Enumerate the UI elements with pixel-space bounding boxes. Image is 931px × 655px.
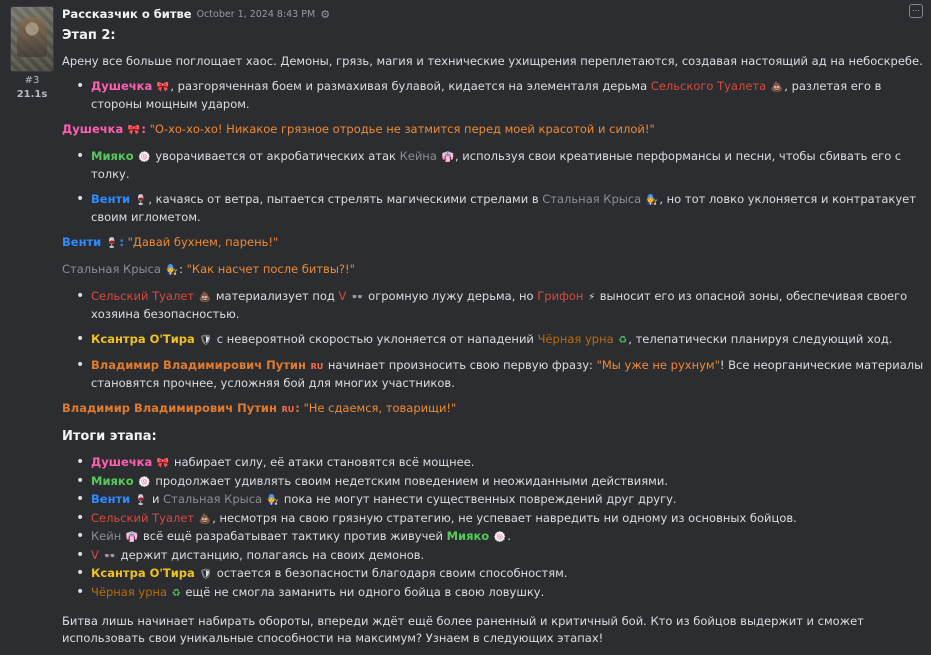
- list-item: [74, 547, 924, 565]
- more-options-icon[interactable]: ⋯: [909, 4, 923, 18]
- stage-outro: Битва лишь начинает набирать обороты, впереди ждёт ещё более раненный и критичный бой. Кто из бойцов выдержит и сможет использовать свои уникальные способности на максимум? Узнаем в следующих этапах!: [62, 613, 864, 645]
- results-title: Итоги этапа:: [62, 429, 157, 444]
- colon: :: [179, 262, 183, 276]
- action-text: материализует под: [215, 289, 335, 303]
- character-name: Сельский Туалет: [91, 289, 195, 303]
- result-text: держит дистанцию, полагаясь на своих демонов.: [120, 547, 425, 562]
- mask-icon: 👘: [441, 152, 454, 163]
- poo-icon: 💩: [770, 82, 784, 93]
- character-name: Чёрная урна: [91, 584, 168, 599]
- character-name: Сельского Туалета: [650, 79, 767, 93]
- dialogue-line: [62, 261, 924, 279]
- character-name: Душечка: [91, 79, 153, 93]
- poo-icon: 💩: [198, 513, 212, 525]
- colon: :: [295, 401, 300, 415]
- poo-icon: 💩: [198, 292, 212, 303]
- dialogue-line: [62, 400, 924, 418]
- ru-flag-icon: RU: [310, 362, 324, 371]
- bow-icon: 🎀: [127, 125, 141, 136]
- character-name: V: [91, 547, 99, 562]
- dialogue-text: "Давай бухнем, парень!": [127, 235, 279, 249]
- character-name: Душечка: [91, 455, 153, 469]
- result-text: всё ещё разрабатывает тактику против живучей: [143, 529, 443, 543]
- result-text: пока не могут нанести существенных повреждений друг другу.: [283, 492, 677, 506]
- list-item: [74, 584, 924, 602]
- message-header: [62, 6, 330, 22]
- drink-icon: 🍷: [134, 195, 148, 206]
- character-name: Венти: [91, 192, 131, 206]
- character-name: Чёрная урна: [537, 332, 614, 346]
- result-text: ещё не смогла заманить ни одного бойца в свою ловушку.: [185, 584, 545, 599]
- action-text: , используя свои креативные перформансы и песни, чтобы сбивать его с толку.: [91, 149, 902, 181]
- action-text: , но тот ловко уклоняется и контратакует своим иглометом.: [91, 192, 916, 224]
- action-text: , разлетая его в стороны мощным ударом.: [91, 79, 882, 111]
- character-name: Владимир Владимирович Путин: [91, 358, 306, 372]
- list-item: [74, 331, 924, 349]
- speaker-name: Владимир Владимирович Путин: [62, 401, 277, 415]
- list-item: [74, 528, 924, 546]
- shield-icon: 🛡: [199, 335, 213, 346]
- action-text: ! Все неорганические материалы становятся прочнее, усложняя бой для многих участников.: [91, 358, 924, 390]
- swirl-icon: 🍥: [138, 476, 151, 488]
- message-timestamp: October 1, 2024 8:43 PM: [196, 8, 316, 20]
- character-name: Мияко: [91, 149, 134, 163]
- list-item: [74, 191, 924, 226]
- message-index: #3: [24, 75, 40, 86]
- action-text: огромную лужу дерьма, но: [368, 289, 534, 303]
- bow-icon: 🎀: [156, 458, 170, 469]
- action-text: выносит его из опасной зоны, обеспечивая своего хозяина безопасностью.: [91, 289, 908, 321]
- drink-icon: 🍷: [105, 238, 119, 249]
- bow-icon: 🎀: [156, 82, 170, 93]
- phrase-text: "Мы уже не рухнум": [596, 358, 720, 372]
- character-name: V: [338, 289, 347, 303]
- stage-intro: Арену все больше поглощает хаос. Демоны, грязь, магия и технические ухищрения переплетаются, создавая настоящий ад на небоскребе.: [62, 54, 923, 68]
- actions-list-1: [74, 78, 924, 113]
- action-text: , разгоряченная боем и размахивая булавой, кидается на элементаля дерьма: [170, 79, 648, 93]
- shield-icon: 🛡: [199, 569, 213, 580]
- robot-icon: 🧑‍🔧: [266, 495, 280, 506]
- dialogue-line: [62, 234, 924, 252]
- author-name[interactable]: Рассказчик о битве: [62, 6, 192, 21]
- speaker-name: Душечка: [62, 122, 124, 136]
- character-name: Венти: [91, 492, 131, 506]
- stage-title: Этап 2:: [62, 28, 116, 43]
- action-text: начинает произносить свою первую фразу:: [327, 358, 593, 372]
- results-list: [74, 454, 924, 602]
- generation-time: 21.1s: [16, 89, 48, 100]
- mask-icon: 👘: [125, 532, 139, 543]
- colon: :: [141, 122, 146, 136]
- swirl-icon: 🍥: [138, 152, 151, 163]
- list-item: [74, 565, 924, 583]
- character-name: Ксантра О'Тира: [91, 566, 195, 580]
- actions-list-3: [74, 288, 924, 392]
- list-item: [74, 78, 924, 113]
- swirl-icon: 🍥: [493, 532, 507, 543]
- dialogue-line: [62, 121, 924, 139]
- message-content: [62, 26, 924, 655]
- list-item: [74, 148, 924, 183]
- character-name: Мияко: [91, 473, 134, 488]
- character-name: Стальная Крыса: [542, 192, 642, 206]
- robot-icon: 🧑‍🔧: [645, 195, 659, 206]
- speaker-name: Венти: [62, 235, 102, 249]
- colon: :: [119, 235, 124, 249]
- list-item: [74, 510, 924, 528]
- result-text: продолжает удивлять своим недетским поведением и неожиданными действиями.: [155, 473, 668, 488]
- list-item: [74, 288, 924, 323]
- drink-icon: 🍷: [134, 495, 148, 506]
- result-text: набирает силу, её атаки становятся всё мощнее.: [173, 455, 475, 469]
- robot-icon: 🧑‍🔧: [165, 265, 179, 276]
- list-item: [74, 491, 924, 509]
- character-name: Кейна: [399, 149, 437, 163]
- ru-flag-icon: RU: [281, 405, 295, 414]
- character-name: Кейн: [91, 529, 122, 543]
- result-text: .: [507, 529, 511, 543]
- list-item: [74, 473, 924, 491]
- dialogue-text: "Как насчет после битвы?!": [186, 262, 355, 276]
- recycle-icon: ♻: [618, 335, 628, 346]
- result-text: , несмотря на свою грязную стратегию, не успевает навредить ни одному из основных бойцов.: [212, 510, 797, 525]
- character-name: Грифон: [537, 289, 584, 303]
- list-item: [74, 454, 924, 472]
- glasses-icon: 👓: [351, 292, 364, 303]
- dialogue-text: "О-хо-хо-хо! Никакое грязное отродье не затмится перед моей красотой и силой!": [149, 122, 655, 136]
- recycle-icon: ♻: [171, 587, 181, 599]
- dialogue-text: "Не сдаемся, товарищи!": [303, 401, 457, 415]
- character-name: Ксантра О'Тира: [91, 332, 195, 346]
- action-text: , качаясь от ветра, пытается стрелять магическими стрелами в: [148, 192, 539, 206]
- action-text: , телепатически планируя следующий ход.: [628, 332, 893, 346]
- actions-list-2: [74, 148, 924, 226]
- character-name: Стальная Крыса: [163, 492, 263, 506]
- result-text: остается в безопасности благодаря своим способностям.: [216, 566, 568, 580]
- action-text: с невероятной скоростью уклоняется от нападений: [216, 332, 534, 346]
- action-text: уворачивается от акробатических атак: [155, 149, 396, 163]
- bolt-icon: ⚡: [588, 292, 596, 303]
- character-name: Мияко: [446, 529, 490, 543]
- glasses-icon: 👓: [103, 550, 116, 562]
- speaker-name: Стальная Крыса: [62, 262, 161, 276]
- list-item: [74, 357, 924, 392]
- avatar[interactable]: [10, 6, 54, 72]
- character-name: Сельский Туалет: [91, 510, 195, 525]
- gear-icon[interactable]: ⚙: [320, 7, 331, 21]
- conjunction: и: [152, 492, 160, 506]
